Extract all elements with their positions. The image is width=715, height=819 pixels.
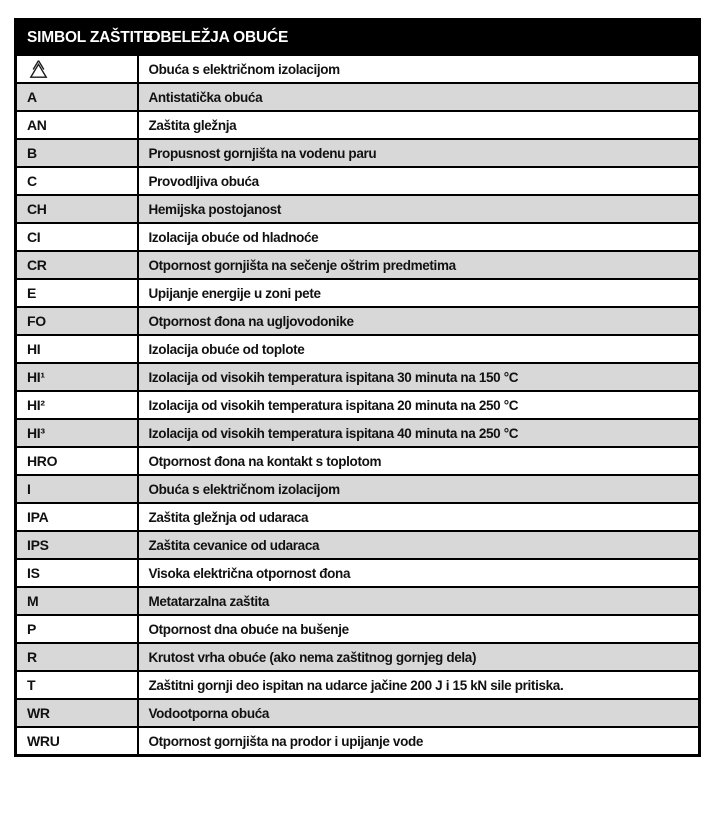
symbol-cell: CI <box>16 223 138 251</box>
table-row <box>16 251 700 279</box>
symbol-cell: M <box>16 587 138 615</box>
description-cell: Krutost vrha obuće (ako nema zaštitnog gornjeg dela) <box>138 643 700 671</box>
table-row <box>16 475 700 503</box>
symbol-cell: WR <box>16 699 138 727</box>
symbol-cell: IS <box>16 559 138 587</box>
description-cell: Upijanje energije u zoni pete <box>138 279 700 307</box>
symbol-cell: HRO <box>16 447 138 475</box>
symbol-cell: HI³ <box>16 419 138 447</box>
description-cell: Zaštita gležnja od udaraca <box>138 503 700 531</box>
description-cell: Vodootporna obuća <box>138 699 700 727</box>
description-cell: Obuća s električnom izolacijom <box>138 475 700 503</box>
table-row <box>16 671 700 699</box>
table-row <box>16 139 700 167</box>
table-row <box>16 335 700 363</box>
table-row <box>16 83 700 111</box>
symbol-cell: WRU <box>16 727 138 756</box>
description-cell: Izolacija od visokih temperatura ispitana 40 minuta na 250 °C <box>138 419 700 447</box>
table-row <box>16 531 700 559</box>
description-cell: Zaštita gležnja <box>138 111 700 139</box>
description-cell: Provodljiva obuća <box>138 167 700 195</box>
protection-symbols-table <box>14 18 701 757</box>
symbol-cell: AN <box>16 111 138 139</box>
table-row <box>16 727 700 756</box>
table-row <box>16 503 700 531</box>
table-row <box>16 55 700 83</box>
symbol-cell <box>16 55 138 83</box>
symbol-cell: HI¹ <box>16 363 138 391</box>
table-row <box>16 111 700 139</box>
symbol-cell: CR <box>16 251 138 279</box>
column-header-symbol: SIMBOL ZAŠTITE <box>16 20 138 56</box>
symbol-cell: B <box>16 139 138 167</box>
description-cell: Zaštitni gornji deo ispitan na udarce jačine 200 J i 15 kN sile pritiska. <box>138 671 700 699</box>
symbol-cell: IPA <box>16 503 138 531</box>
table-row <box>16 699 700 727</box>
description-cell: Otpornost dna obuće na bušenje <box>138 615 700 643</box>
table-header-row <box>16 20 700 56</box>
description-cell: Otpornost đona na kontakt s toplotom <box>138 447 700 475</box>
description-cell: Propusnost gornjišta na vodenu paru <box>138 139 700 167</box>
symbol-cell: CH <box>16 195 138 223</box>
description-cell: Izolacija obuće od hladnoće <box>138 223 700 251</box>
symbol-cell: T <box>16 671 138 699</box>
symbol-cell: P <box>16 615 138 643</box>
description-cell: Zaštita cevanice od udaraca <box>138 531 700 559</box>
description-cell: Hemijska postojanost <box>138 195 700 223</box>
table-row <box>16 559 700 587</box>
table-row <box>16 363 700 391</box>
description-cell: Antistatička obuća <box>138 83 700 111</box>
table-row <box>16 391 700 419</box>
description-cell: Izolacija od visokih temperatura ispitana 20 minuta na 250 °C <box>138 391 700 419</box>
description-cell: Otpornost đona na ugljovodonike <box>138 307 700 335</box>
symbol-cell: R <box>16 643 138 671</box>
table-row <box>16 615 700 643</box>
table-body <box>16 55 700 756</box>
symbol-cell: A <box>16 83 138 111</box>
table-row <box>16 643 700 671</box>
table-row <box>16 307 700 335</box>
symbol-cell: IPS <box>16 531 138 559</box>
table-row <box>16 587 700 615</box>
symbol-cell: I <box>16 475 138 503</box>
table-row <box>16 167 700 195</box>
table-row <box>16 279 700 307</box>
table-row <box>16 447 700 475</box>
symbol-cell: FO <box>16 307 138 335</box>
description-cell: Visoka električna otpornost đona <box>138 559 700 587</box>
electrical-insulation-triangle-icon <box>27 58 49 80</box>
symbol-cell: E <box>16 279 138 307</box>
table-row <box>16 419 700 447</box>
symbol-cell: C <box>16 167 138 195</box>
table-row <box>16 195 700 223</box>
description-cell: Otpornost gornjišta na sečenje oštrim predmetima <box>138 251 700 279</box>
symbol-cell: HI² <box>16 391 138 419</box>
description-cell: Metatarzalna zaštita <box>138 587 700 615</box>
description-cell: Otpornost gornjišta na prodor i upijanje vode <box>138 727 700 756</box>
description-cell: Obuća s električnom izolacijom <box>138 55 700 83</box>
table-row <box>16 223 700 251</box>
description-cell: Izolacija obuće od toplote <box>138 335 700 363</box>
symbol-cell: HI <box>16 335 138 363</box>
column-header-description: OBELEŽJA OBUĆE <box>138 20 700 56</box>
description-cell: Izolacija od visokih temperatura ispitana 30 minuta na 150 °C <box>138 363 700 391</box>
